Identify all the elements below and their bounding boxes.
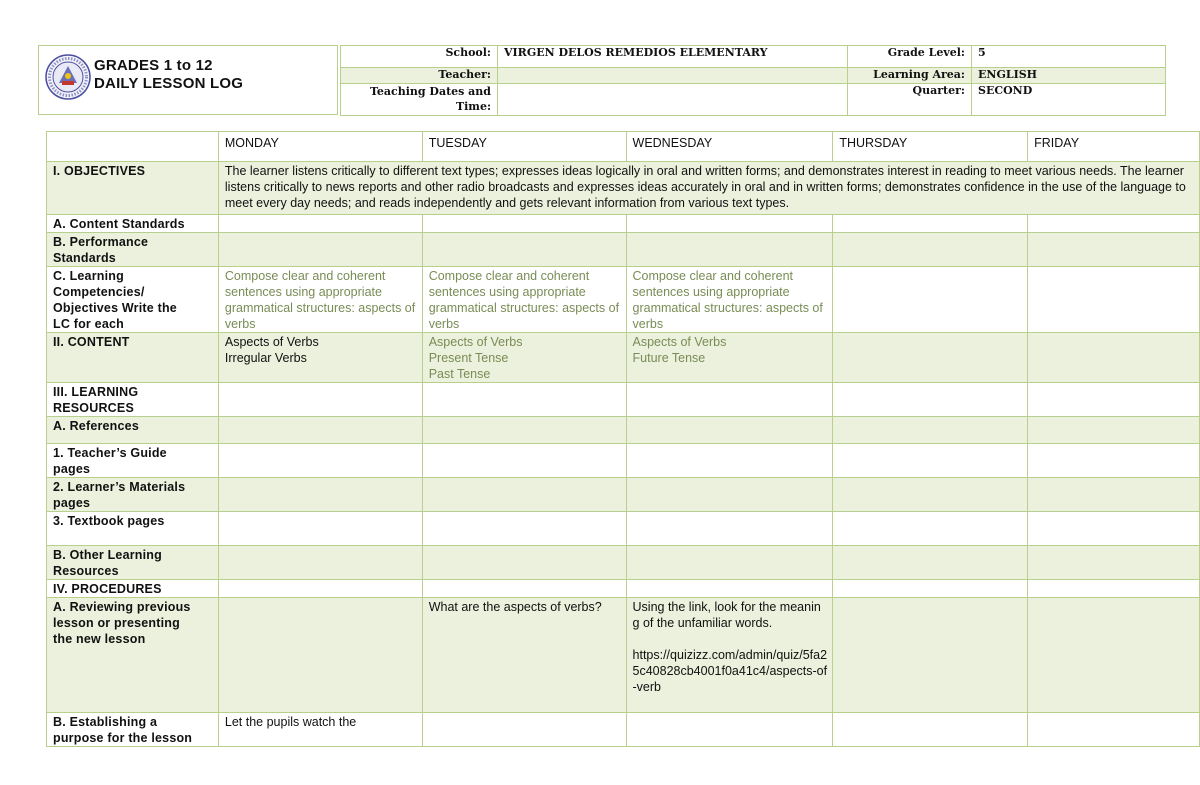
competencies-label: C. Learning Competencies/ Objectives Write the LC for each	[47, 267, 219, 333]
procedures-row	[47, 580, 1200, 598]
day-tuesday: TUESDAY	[422, 132, 626, 162]
purpose-label: B. Establishing a purpose for the lesson	[47, 713, 219, 747]
objectives-label: I. OBJECTIVES	[47, 162, 219, 215]
performance-standards-label: B. Performance Standards	[47, 233, 219, 267]
day-friday: FRIDAY	[1028, 132, 1200, 162]
references-label: A. References	[47, 417, 219, 444]
content-wednesday: Aspects of Verbs Future Tense	[626, 333, 833, 383]
competencies-monday: Compose clear and coherent sentences using appropriate grammatical structures: aspects of verbs	[218, 267, 422, 333]
objectives-text: The learner listens critically to different text types; expresses ideas logically in oral and written forms; and demonstrates interest in reading to meet various needs. The learner listens critically to news reports and other radio broadcasts and expresses ideas accurately in oral and in written forms; demonstrates confidence in the use of the language to meet every day needs; and reads independently and gets relevant information from various text types.	[218, 162, 1199, 215]
content-standards-row	[47, 215, 1200, 233]
quarter-value: SECOND	[972, 84, 1166, 116]
teachers-guide-row	[47, 444, 1200, 478]
teachers-guide-label: 1. Teacher’s Guide pages	[47, 444, 219, 478]
other-resources-row	[47, 546, 1200, 580]
school-value: VIRGEN DELOS REMEDIOS ELEMENTARY	[498, 46, 848, 68]
teacher-value	[498, 68, 848, 84]
header-title-line2: DAILY LESSON LOG	[94, 75, 244, 92]
content-tuesday: Aspects of Verbs Present Tense Past Tense	[422, 333, 626, 383]
content-row	[47, 333, 1200, 383]
competencies-row	[47, 267, 1200, 333]
content-monday: Aspects of Verbs Irregular Verbs	[218, 333, 422, 383]
objectives-row	[47, 162, 1200, 215]
reviewing-label: A. Reviewing previous lesson or presenting the new lesson	[47, 598, 219, 713]
references-row	[47, 417, 1200, 444]
days-header-row	[47, 132, 1200, 162]
teaching-dates-value	[498, 84, 848, 116]
day-monday: MONDAY	[218, 132, 422, 162]
learning-resources-label: III. LEARNING RESOURCES	[47, 383, 219, 417]
school-label: School:	[341, 46, 498, 68]
textbook-row	[47, 512, 1200, 546]
corner-cell	[47, 132, 219, 162]
reviewing-wednesday: Using the link, look for the meaning of the unfamiliar words. https://quizizz.com/admin/quiz/5fa25c40828cb4001f0a41c4/aspects-of-verb	[626, 598, 833, 713]
day-wednesday: WEDNESDAY	[626, 132, 833, 162]
reviewing-row	[47, 598, 1200, 713]
content-label: II. CONTENT	[47, 333, 219, 383]
content-standards-label: A. Content Standards	[47, 215, 219, 233]
competencies-tuesday: Compose clear and coherent sentences using appropriate grammatical structures: aspects of verbs	[422, 267, 626, 333]
reviewing-tuesday: What are the aspects of verbs?	[422, 598, 626, 713]
teacher-label: Teacher:	[341, 68, 498, 84]
performance-standards-row	[47, 233, 1200, 267]
lesson-log-table	[46, 131, 1200, 747]
header-title-line1: GRADES 1 to 12	[94, 57, 213, 74]
grade-level-label: Grade Level:	[848, 46, 972, 68]
header-info-table	[340, 45, 1166, 116]
textbook-label: 3. Textbook pages	[47, 512, 219, 546]
purpose-row	[47, 713, 1200, 747]
learning-area-value: ENGLISH	[972, 68, 1166, 84]
competencies-wednesday: Compose clear and coherent sentences using appropriate grammatical structures: aspects of verbs	[626, 267, 833, 333]
quarter-label: Quarter:	[848, 84, 972, 116]
learning-resources-row	[47, 383, 1200, 417]
purpose-monday: Let the pupils watch the	[218, 713, 422, 747]
learning-area-label: Learning Area:	[848, 68, 972, 84]
day-thursday: THURSDAY	[833, 132, 1028, 162]
header-title-box	[38, 45, 338, 115]
teaching-dates-label: Teaching Dates and Time:	[341, 84, 498, 116]
deped-seal-icon	[45, 54, 91, 100]
learners-materials-label: 2. Learner’s Materials pages	[47, 478, 219, 512]
other-resources-label: B. Other Learning Resources	[47, 546, 219, 580]
procedures-label: IV. PROCEDURES	[47, 580, 219, 598]
learners-materials-row	[47, 478, 1200, 512]
grade-level-value: 5	[972, 46, 1166, 68]
